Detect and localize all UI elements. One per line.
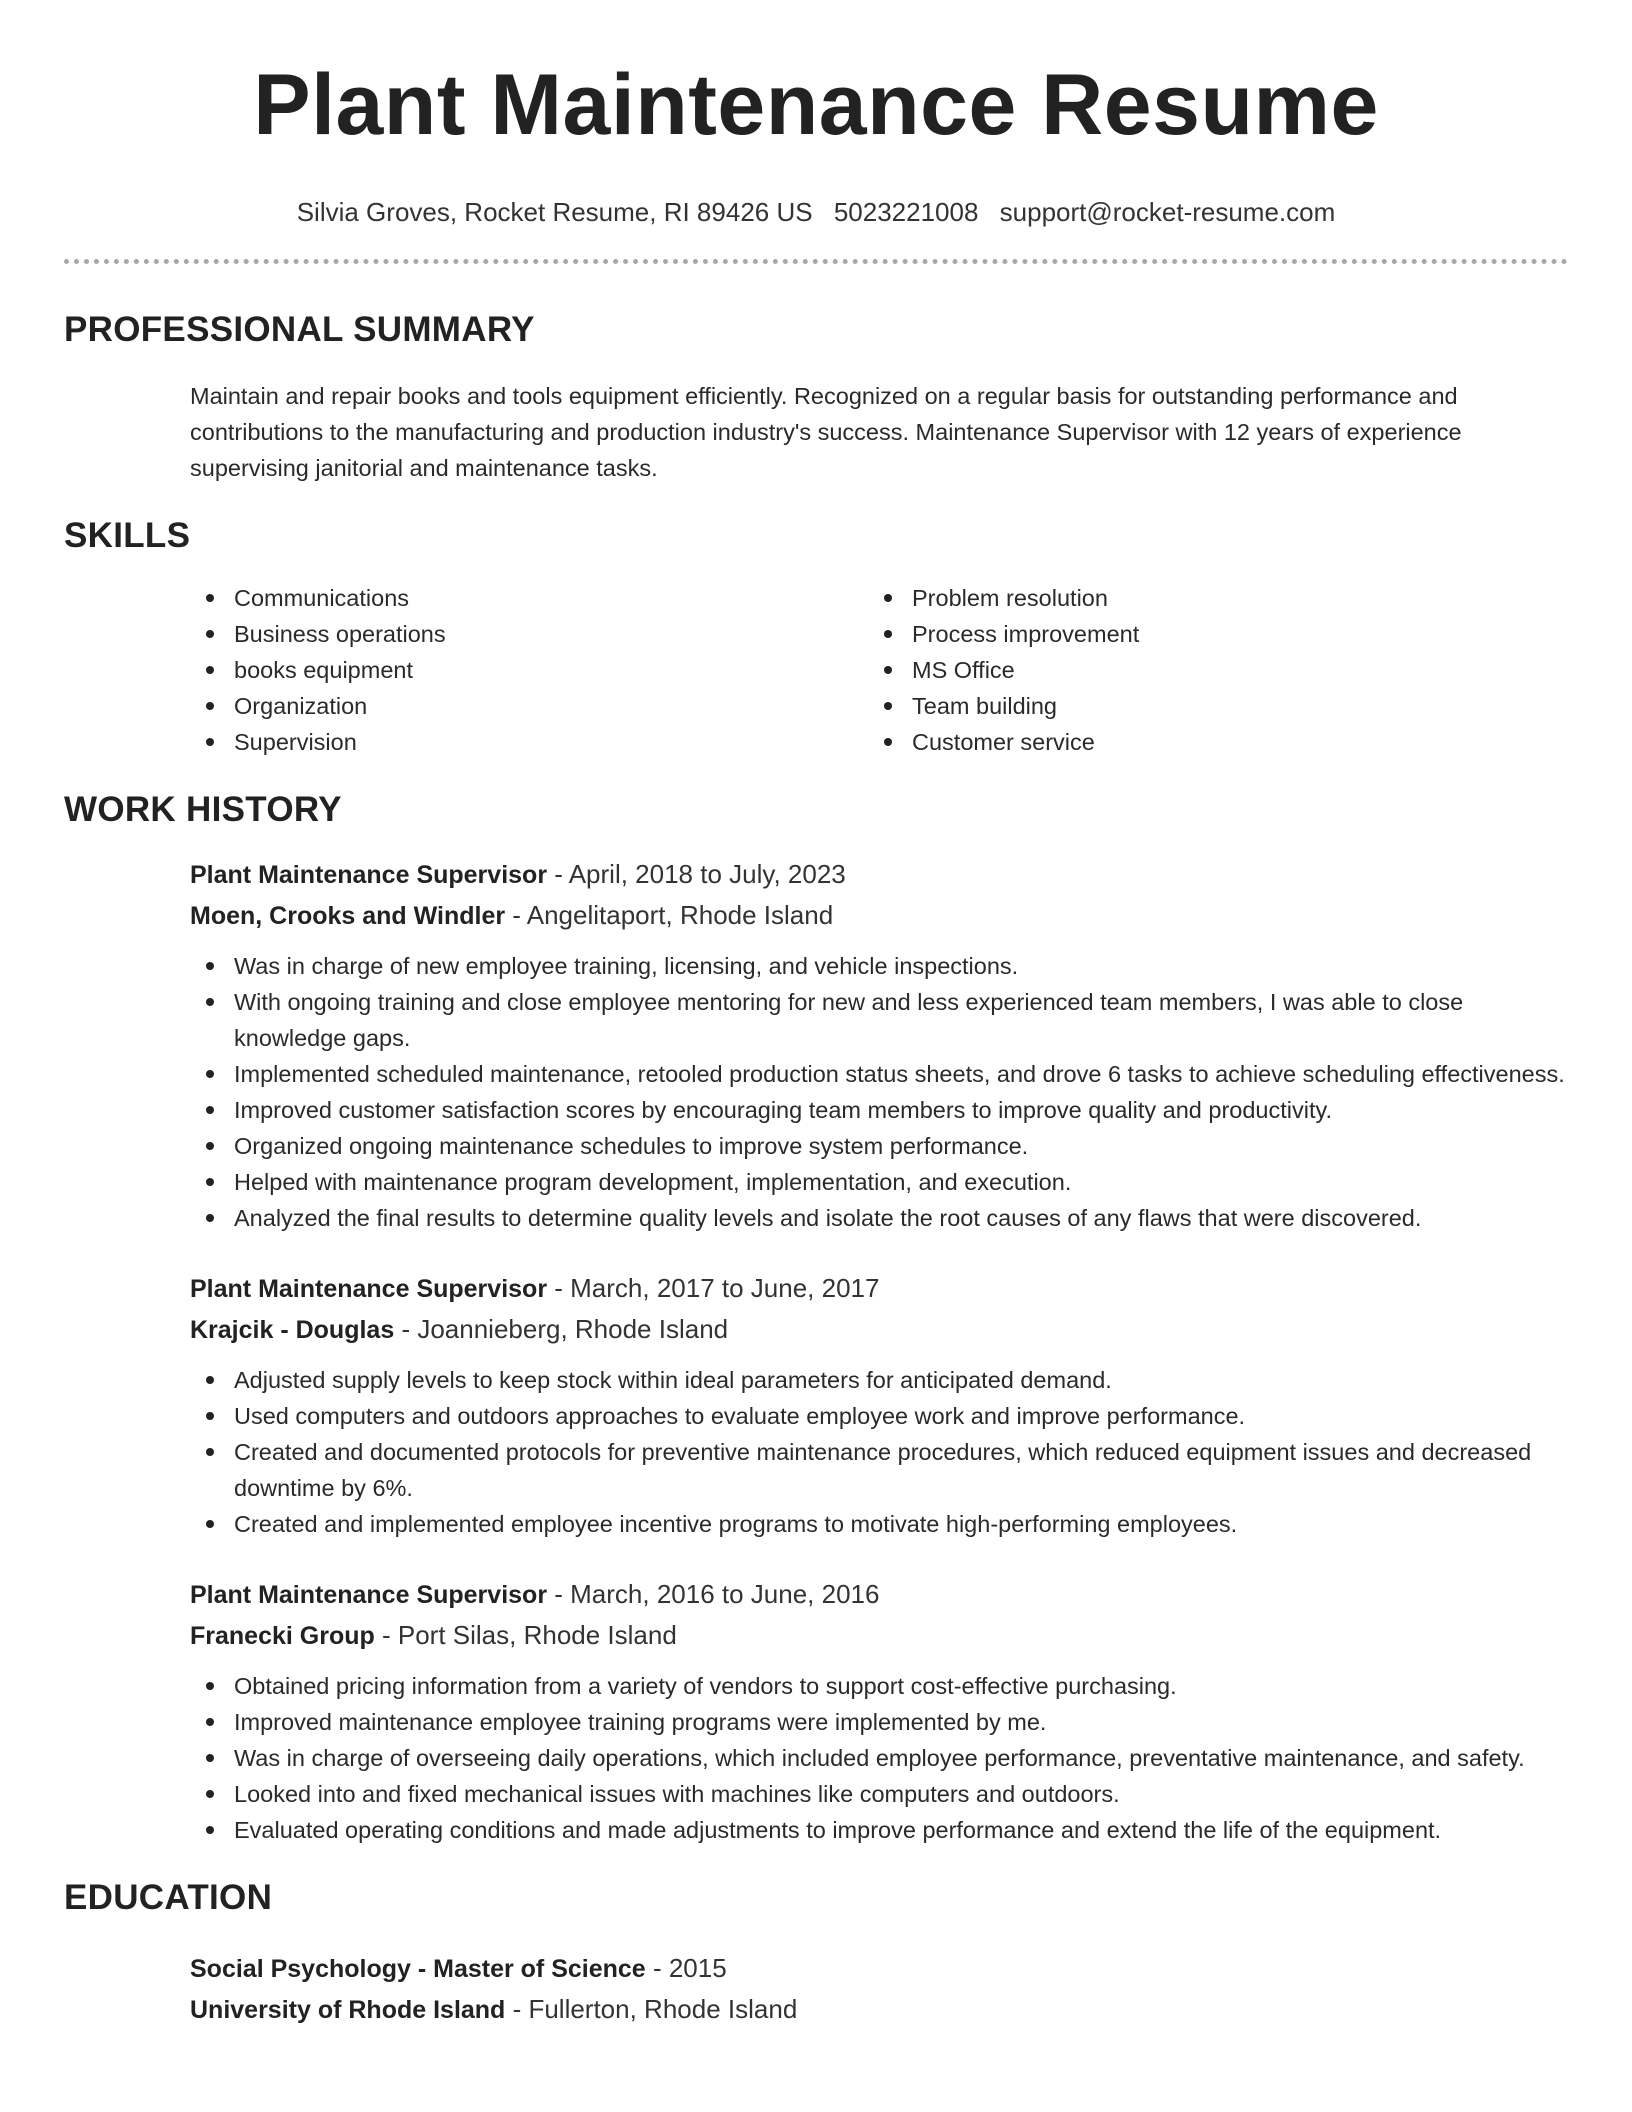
job-company: Franecki Group [190,1622,375,1650]
skills-grid [190,580,1568,760]
education-location: - Fullerton, Rhode Island [505,1994,798,2024]
job-title: Plant Maintenance Supervisor [190,1275,548,1303]
list-item: Adjusted supply levels to keep stock within ideal parameters for anticipated demand. [190,1362,1568,1398]
job-company: Krajcik - Douglas [190,1316,395,1344]
education-school-line [190,1991,1568,2028]
education-degree: Social Psychology - Master of Science [190,1955,646,1983]
education-entry [190,1950,1568,2028]
job-location: - Joannieberg, Rhode Island [394,1314,729,1344]
section-title-work-history: WORK HISTORY [64,790,342,829]
job-company-line [190,897,1568,934]
job-bullets [190,1362,1568,1542]
resume-title: Plant Maintenance Resume [253,57,1379,153]
education-school: University of Rhode Island [190,1996,506,2024]
skill-item: Problem resolution [868,580,1546,616]
skill-item: Supervision [190,724,868,760]
list-item: Looked into and fixed mechanical issues with machines like computers and outdoors. [190,1776,1568,1812]
job-location: - Port Silas, Rhode Island [374,1620,677,1650]
list-item: Analyzed the final results to determine quality levels and isolate the root causes of any flaws that were discovered. [190,1200,1568,1236]
contact-address: Silvia Groves, Rocket Resume, RI 89426 US [296,197,813,227]
list-item: Organized ongoing maintenance schedules to improve system performance. [190,1128,1568,1164]
job-title: Plant Maintenance Supervisor [190,1581,548,1609]
job-company-line [190,1617,1568,1654]
contact-email: support@rocket-resume.com [999,197,1336,227]
section-title-summary: PROFESSIONAL SUMMARY [64,310,535,349]
list-item: Evaluated operating conditions and made adjustments to improve performance and extend the life of the equipment. [190,1812,1568,1848]
skill-item: Process improvement [868,616,1546,652]
list-item: Used computers and outdoors approaches to evaluate employee work and improve performance. [190,1398,1568,1434]
job-dates: - March, 2016 to June, 2016 [547,1579,880,1609]
job-title: Plant Maintenance Supervisor [190,861,548,889]
list-item: Improved maintenance employee training programs were implemented by me. [190,1704,1568,1740]
contact-phone: 5023221008 [833,197,979,227]
section-title-education: EDUCATION [64,1878,273,1917]
job-company-line [190,1311,1568,1348]
list-item: Implemented scheduled maintenance, retooled production status sheets, and drove 6 tasks to achieve scheduling effectiveness. [190,1056,1568,1092]
list-item: Was in charge of overseeing daily operations, which included employee performance, preventative maintenance, and safety. [190,1740,1568,1776]
list-item: Was in charge of new employee training, licensing, and vehicle inspections. [190,948,1568,984]
list-item: Created and documented protocols for preventive maintenance procedures, which reduced equipment issues and decreased downtime by 6%. [190,1434,1568,1506]
summary-text: Maintain and repair books and tools equipment efficiently. Recognized on a regular basis for outstanding performance and contributions to the manufacturing and production industry's success. Maintenance Supervisor with 12 years of experience supervising janitorial and maintenance tasks. [190,383,1462,481]
skill-item: Customer service [868,724,1546,760]
job-entry [190,856,1568,1236]
job-title-line [190,1270,1568,1307]
job-location: - Angelitaport, Rhode Island [505,900,834,930]
job-company: Moen, Crooks and Windler [190,902,506,930]
job-bullets [190,948,1568,1236]
education-degree-line [190,1950,1568,1987]
job-title-line [190,1576,1568,1613]
job-entry [190,1576,1568,1848]
resume-page [64,0,1568,2028]
job-dates: - March, 2017 to June, 2017 [547,1273,880,1303]
list-item: Improved customer satisfaction scores by encouraging team members to improve quality and productivity. [190,1092,1568,1128]
section-title-skills: SKILLS [64,516,191,555]
skill-item: MS Office [868,652,1546,688]
contact-line [64,195,1568,229]
skill-item: Organization [190,688,868,724]
education-year: - 2015 [645,1953,727,1983]
skills-column-left [190,580,868,760]
job-bullets [190,1668,1568,1848]
skill-item: books equipment [190,652,868,688]
skills-column-right [868,580,1546,760]
skill-item: Communications [190,580,868,616]
job-dates: - April, 2018 to July, 2023 [547,859,846,889]
list-item: With ongoing training and close employee mentoring for new and less experienced team members, I was able to close knowledge gaps. [190,984,1568,1056]
job-entry [190,1270,1568,1542]
list-item: Created and implemented employee incentive programs to motivate high-performing employees. [190,1506,1568,1542]
header-divider [64,259,1568,264]
list-item: Obtained pricing information from a variety of vendors to support cost-effective purchasing. [190,1668,1568,1704]
job-title-line [190,856,1568,893]
skill-item: Business operations [190,616,868,652]
list-item: Helped with maintenance program development, implementation, and execution. [190,1164,1568,1200]
skill-item: Team building [868,688,1546,724]
